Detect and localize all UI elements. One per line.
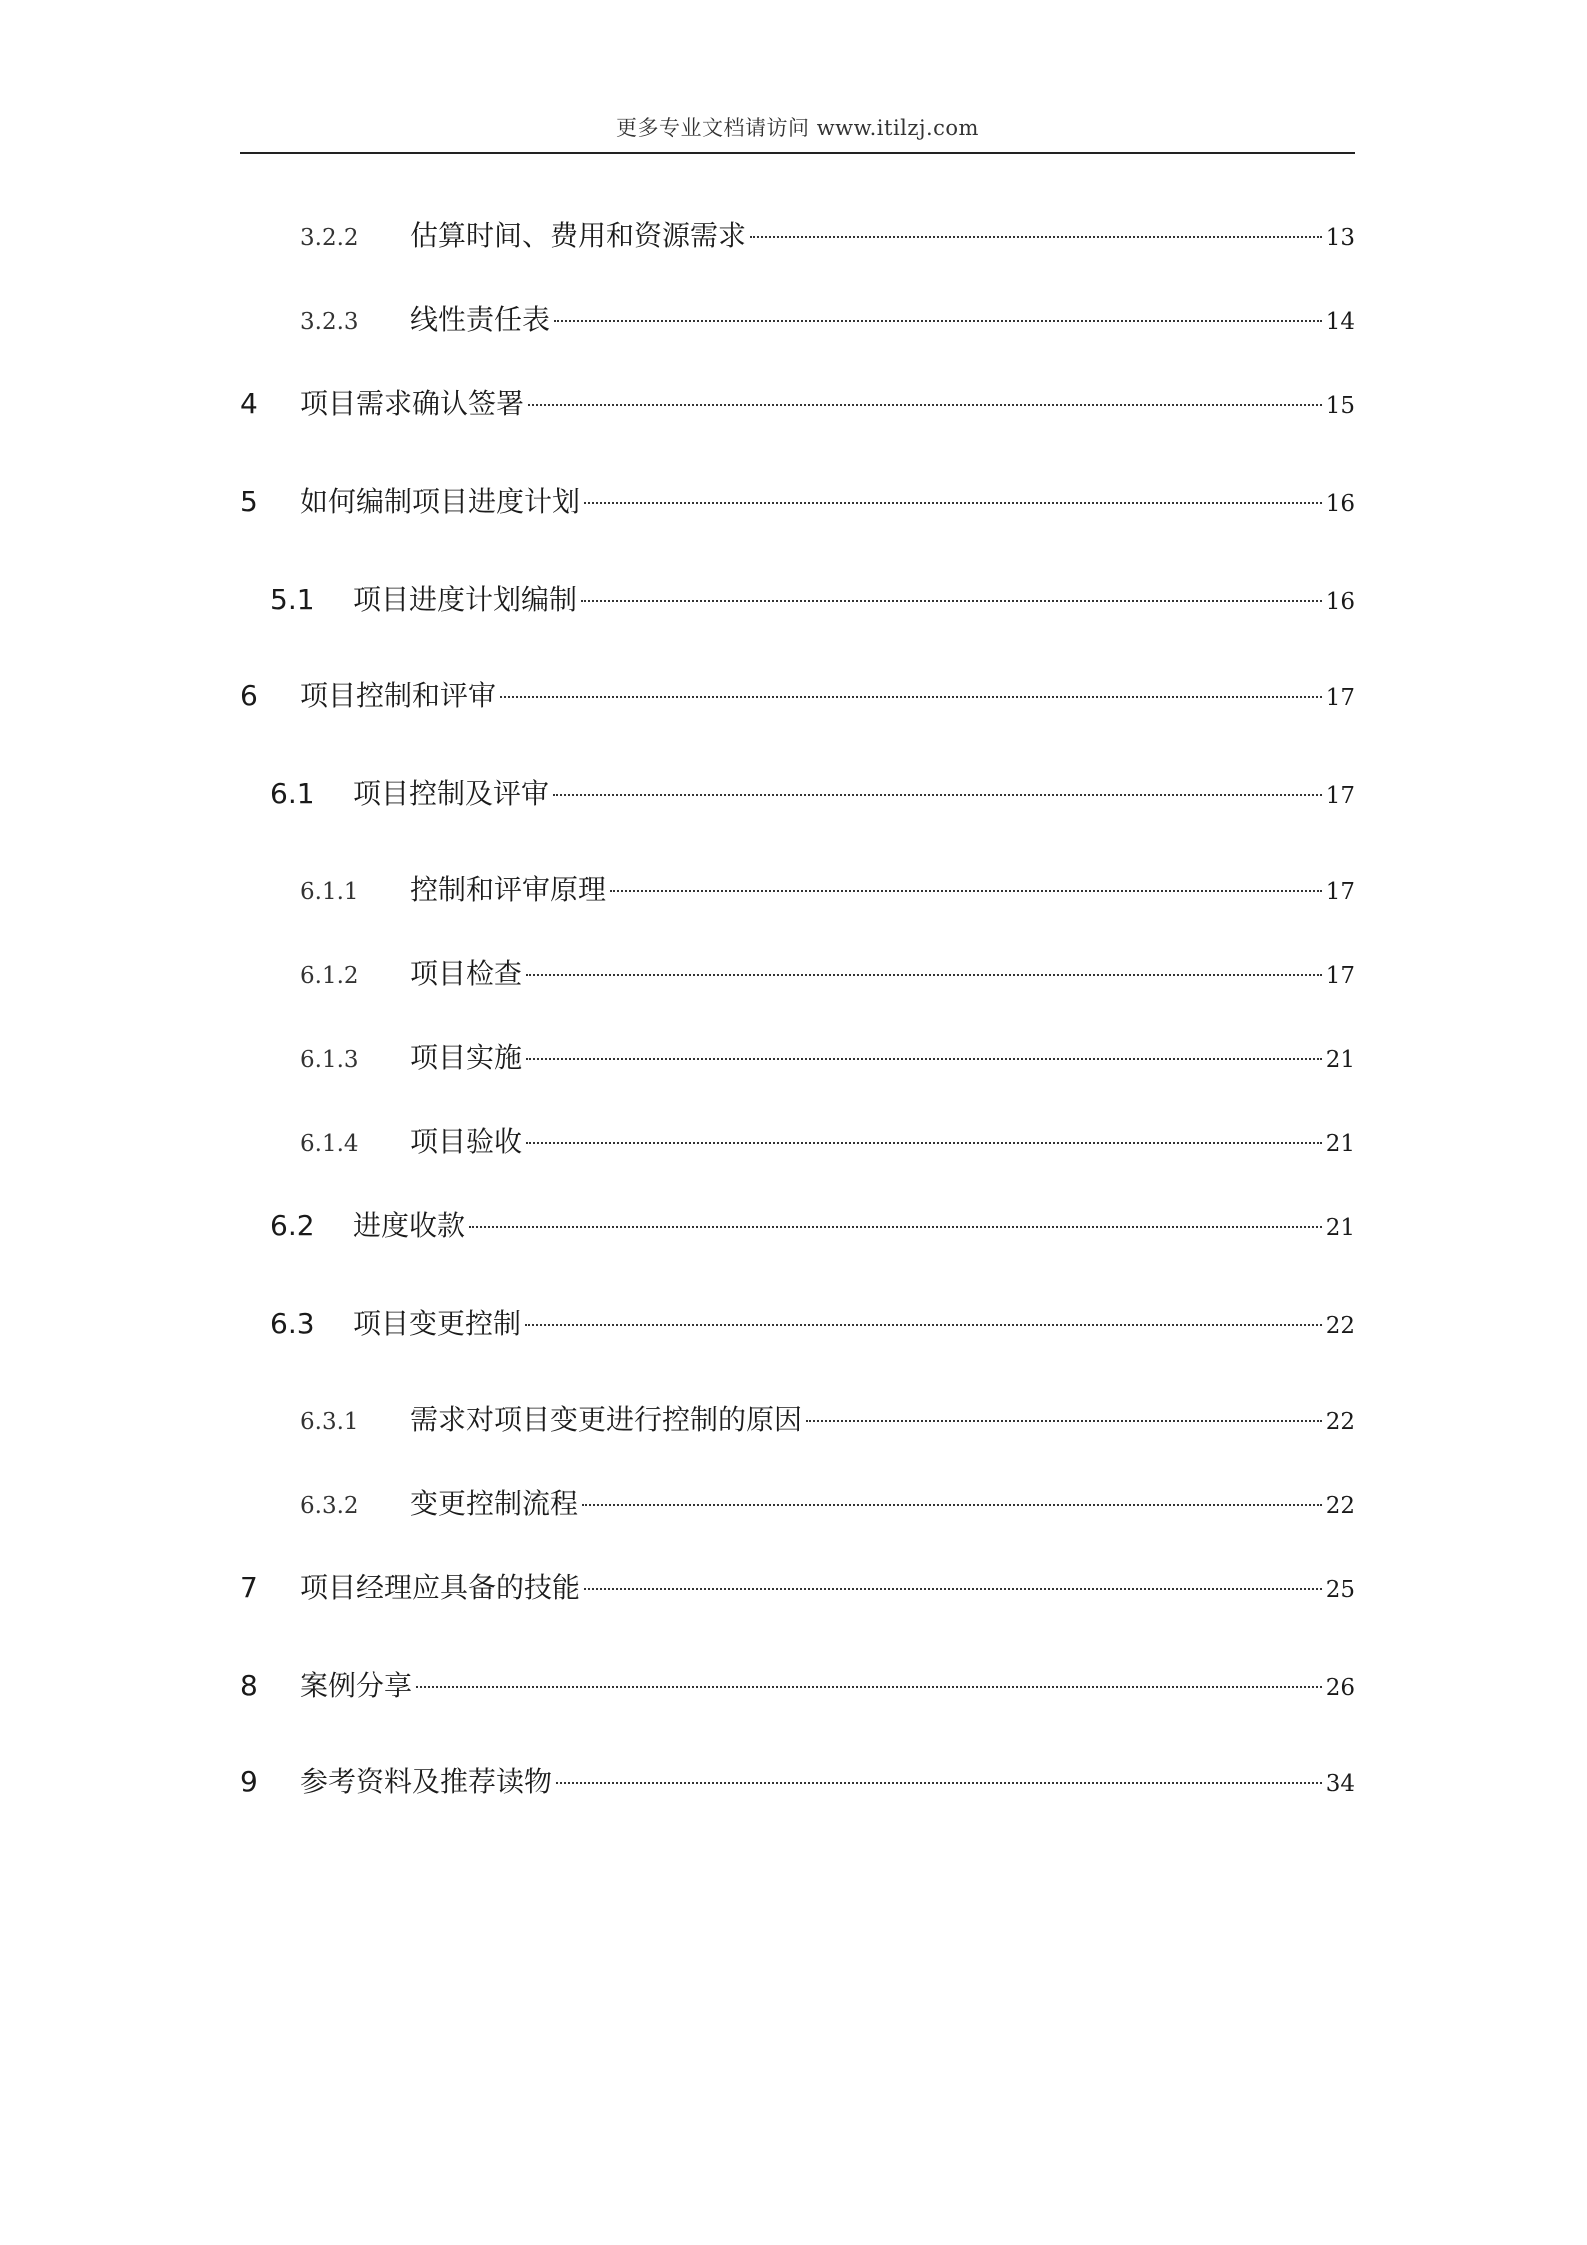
toc-entry-page: 13 — [1325, 225, 1355, 251]
toc-entry-page: 17 — [1325, 685, 1355, 711]
toc-entry-number: 6.1.2 — [300, 963, 359, 989]
toc-entry[interactable] — [300, 1482, 1355, 1526]
page-header: 更多专业文档请访问 www.itilzj.com — [616, 116, 979, 140]
toc-entry-page: 16 — [1325, 589, 1355, 615]
toc-entry-page: 21 — [1325, 1215, 1355, 1241]
toc-entry[interactable] — [240, 382, 1355, 426]
toc-entry-title: 项目经理应具备的技能 — [300, 1571, 581, 1604]
toc-entry[interactable] — [270, 1302, 1355, 1346]
toc-entry-title: 参考资料及推荐读物 — [300, 1765, 553, 1798]
toc-entry-page: 17 — [1325, 879, 1355, 905]
toc-entry-title: 进度收款 — [353, 1209, 466, 1242]
toc-entry-number: 3.2.2 — [300, 225, 359, 251]
toc-entry-page: 34 — [1325, 1771, 1355, 1797]
toc-entry-page: 21 — [1325, 1131, 1355, 1157]
toc-entry-number: 5.1 — [270, 583, 315, 616]
dot-leader — [554, 320, 1322, 322]
toc-entry-page: 22 — [1325, 1409, 1355, 1435]
dot-leader — [582, 1504, 1322, 1506]
toc-entry-title: 项目控制和评审 — [300, 679, 497, 712]
toc-entry-title: 项目进度计划编制 — [353, 583, 578, 616]
toc-entry-page: 17 — [1325, 963, 1355, 989]
toc-entry[interactable] — [300, 214, 1355, 258]
toc-entry-number: 4 — [240, 387, 258, 420]
toc-entry[interactable] — [300, 868, 1355, 912]
dot-leader — [584, 502, 1322, 504]
toc-entry-page: 26 — [1325, 1675, 1355, 1701]
toc-entry[interactable] — [240, 480, 1355, 524]
dot-leader — [525, 1324, 1322, 1326]
toc-entry-page: 17 — [1325, 783, 1355, 809]
dot-leader — [500, 696, 1322, 698]
toc-entry-title: 项目实施 — [410, 1041, 523, 1074]
toc-entry-title: 项目控制及评审 — [353, 777, 550, 810]
dot-leader — [584, 1588, 1322, 1590]
toc-entry-title: 项目需求确认签署 — [300, 387, 525, 420]
toc-entry[interactable] — [270, 772, 1355, 816]
dot-leader — [556, 1782, 1322, 1784]
toc-entry[interactable] — [300, 1398, 1355, 1442]
toc-entry[interactable] — [240, 1566, 1355, 1610]
toc-entry-number: 9 — [240, 1765, 258, 1798]
toc-entry-title: 如何编制项目进度计划 — [300, 485, 581, 518]
toc-entry[interactable] — [270, 1204, 1355, 1248]
toc-entry-number: 6.3.2 — [300, 1493, 359, 1519]
toc-entry-title: 项目检查 — [410, 957, 523, 990]
dot-leader — [416, 1686, 1322, 1688]
toc-entry-number: 6.1.1 — [300, 879, 359, 905]
toc-entry-page: 14 — [1325, 309, 1355, 335]
toc-entry-page: 25 — [1325, 1577, 1355, 1603]
toc-entry[interactable] — [270, 578, 1355, 622]
toc-entry-number: 5 — [240, 485, 258, 518]
dot-leader — [750, 236, 1322, 238]
toc-entry-number: 6.3 — [270, 1307, 315, 1340]
toc-entry-number: 6 — [240, 679, 258, 712]
dot-leader — [806, 1420, 1322, 1422]
toc-entry-number: 6.3.1 — [300, 1409, 359, 1435]
toc-entry[interactable] — [300, 1036, 1355, 1080]
toc-entry-page: 16 — [1325, 491, 1355, 517]
toc-entry-number: 8 — [240, 1669, 258, 1702]
toc-entry[interactable] — [300, 298, 1355, 342]
dot-leader — [553, 794, 1322, 796]
toc-entry[interactable] — [240, 1760, 1355, 1804]
toc-entry-title: 项目验收 — [410, 1125, 523, 1158]
toc-entry-page: 15 — [1325, 393, 1355, 419]
dot-leader — [528, 404, 1322, 406]
toc-entry-title: 项目变更控制 — [353, 1307, 522, 1340]
toc-entry[interactable] — [300, 1120, 1355, 1164]
toc-entry-number: 6.1 — [270, 777, 315, 810]
toc-entry-title: 控制和评审原理 — [410, 873, 607, 906]
toc-entry-number: 3.2.3 — [300, 309, 359, 335]
toc-entry[interactable] — [240, 674, 1355, 718]
dot-leader — [526, 974, 1322, 976]
toc-entry-number: 6.1.4 — [300, 1131, 359, 1157]
toc-entry[interactable] — [300, 952, 1355, 996]
toc-entry-page: 22 — [1325, 1493, 1355, 1519]
toc-entry-title: 线性责任表 — [410, 303, 551, 336]
toc-entry-page: 22 — [1325, 1313, 1355, 1339]
dot-leader — [610, 890, 1322, 892]
toc-entry-number: 6.2 — [270, 1209, 315, 1242]
toc-entry-title: 变更控制流程 — [410, 1487, 579, 1520]
toc-entry-title: 需求对项目变更进行控制的原因 — [410, 1403, 803, 1436]
dot-leader — [526, 1058, 1322, 1060]
dot-leader — [526, 1142, 1322, 1144]
toc-entry-title: 案例分享 — [300, 1669, 413, 1702]
toc-entry-page: 21 — [1325, 1047, 1355, 1073]
toc-entry-number: 6.1.3 — [300, 1047, 359, 1073]
toc-entry[interactable] — [240, 1664, 1355, 1708]
toc-entry-title: 估算时间、费用和资源需求 — [410, 219, 747, 252]
dot-leader — [581, 600, 1322, 602]
dot-leader — [469, 1226, 1322, 1228]
toc-entry-number: 7 — [240, 1571, 258, 1604]
